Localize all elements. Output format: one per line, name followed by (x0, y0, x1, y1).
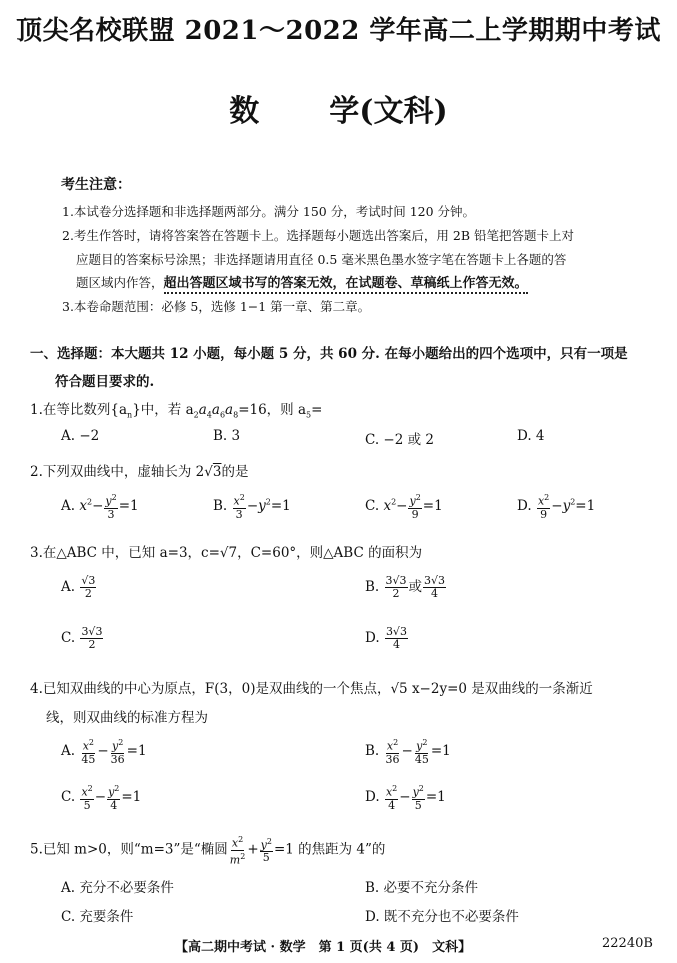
q5-option-a: A. 充分不必要条件 (61, 880, 174, 896)
q1-option-b: B. 3 (213, 428, 241, 444)
question-4-stem-cont: 线，则双曲线的标准方程为 (46, 710, 208, 726)
question-4-stem: 4.已知双曲线的中心为原点，F(3，0)是双曲线的一个焦点，√5 x−2y=0 是双曲线的一条渐近 (30, 681, 593, 697)
q4-option-c: C. $\frac{x^2}{5}$ − $\frac{y^2}{4}$ =1 (61, 784, 142, 812)
q1-option-c: C. −2 或 2 (365, 432, 435, 448)
notice-line-2c: 题区域内作答，超出答题区域书写的答案无效，在试题卷、草稿纸上作答无效。 (76, 272, 528, 291)
q3-option-c: C. $\frac{3√3}{2}$ (61, 625, 103, 651)
q4-option-b: B. $\frac{x^2}{36}$ − $\frac{y^2}{45}$ =1 (365, 738, 451, 766)
subject-title: 数 学(文科) (229, 94, 448, 129)
q4-option-d: D. $\frac{x^2}{4}$ − $\frac{y^2}{5}$ =1 (365, 784, 446, 812)
exam-title: 顶尖名校联盟 2021～2022 学年高二上学期期中考试 (16, 16, 661, 46)
q5-option-d: D. 既不充分也不必要条件 (365, 909, 519, 925)
question-2-stem: 2.下列双曲线中，虚轴长为 2√3的是 (30, 464, 249, 480)
q2-option-d: D. $\frac{x^2}{9}$ $-y^2=1$ (517, 493, 596, 521)
question-1-stem: 1.在等比数列$\{a_n\}$中，若 $a_2a_4a_6a_8=16$，则 $a_5=$ (30, 402, 323, 420)
q1-option-d: D. 4 (517, 428, 545, 444)
notice-line-3: 3.本卷命题范围：必修 5，选修 1−1 第一章、第二章。 (62, 299, 371, 314)
paper-code: 22240B (602, 936, 653, 951)
notice-line-2b: 应题目的答案标号涂黑；非选择题请用直径 0.5 毫米黑色墨水签字笔在答题卡上各题的答 (76, 252, 567, 267)
q5-option-b: B. 必要不充分条件 (365, 880, 479, 896)
question-3-stem: 3.在△ABC 中，已知 a=3，c=√7，C=60°，则△ABC 的面积为 (30, 545, 423, 561)
section-heading-cont: 符合题目要求的. (55, 374, 155, 390)
page-footer: 【高二期中考试 · 数学 第 1 页(共 4 页) 文科】 (175, 940, 472, 955)
q4-option-a: A. $\frac{x^2}{45}$ − $\frac{y^2}{36}$ =1 (61, 738, 147, 766)
q3-option-a: A. $\frac{√3}{2}$ (61, 574, 96, 600)
notice-heading: 考生注意： (61, 177, 131, 193)
question-5-stem: 5.已知 m>0，则“m=3”是“椭圆 $\frac{x^2}{m^2}$ + $\frac{y^2}{5}$ =1 的焦距为 4”的 (30, 835, 386, 867)
q2-option-a: A. $x^2-$ $\frac{y^2}{3}$ =1 (61, 493, 139, 521)
q2-option-b: B. $\frac{x^2}{3}$ $-y^2=1$ (213, 493, 291, 521)
q5-option-c: C. 充要条件 (61, 909, 134, 925)
notice-line-1: 1.本试卷分选择题和非选择题两部分。满分 150 分，考试时间 120 分钟。 (62, 204, 476, 219)
q1-option-a: A. −2 (61, 428, 100, 444)
q3-option-d: D. $\frac{3√3}{4}$ (365, 625, 407, 651)
q3-option-b: B. $\frac{3√3}{2}$ 或 $\frac{3√3}{4}$ (365, 574, 446, 600)
section-heading: 一、选择题：本大题共 12 小题，每小题 5 分，共 60 分. 在每小题给出的四个选项中，只有一项是 (30, 346, 628, 362)
notice-line-2: 2.考生作答时，请将答案答在答题卡上。选择题每小题选出答案后，用 2B 铅笔把答题卡上对 (62, 228, 575, 243)
q2-option-c: C. $x^2-$ $\frac{y^2}{9}$ =1 (365, 493, 443, 521)
